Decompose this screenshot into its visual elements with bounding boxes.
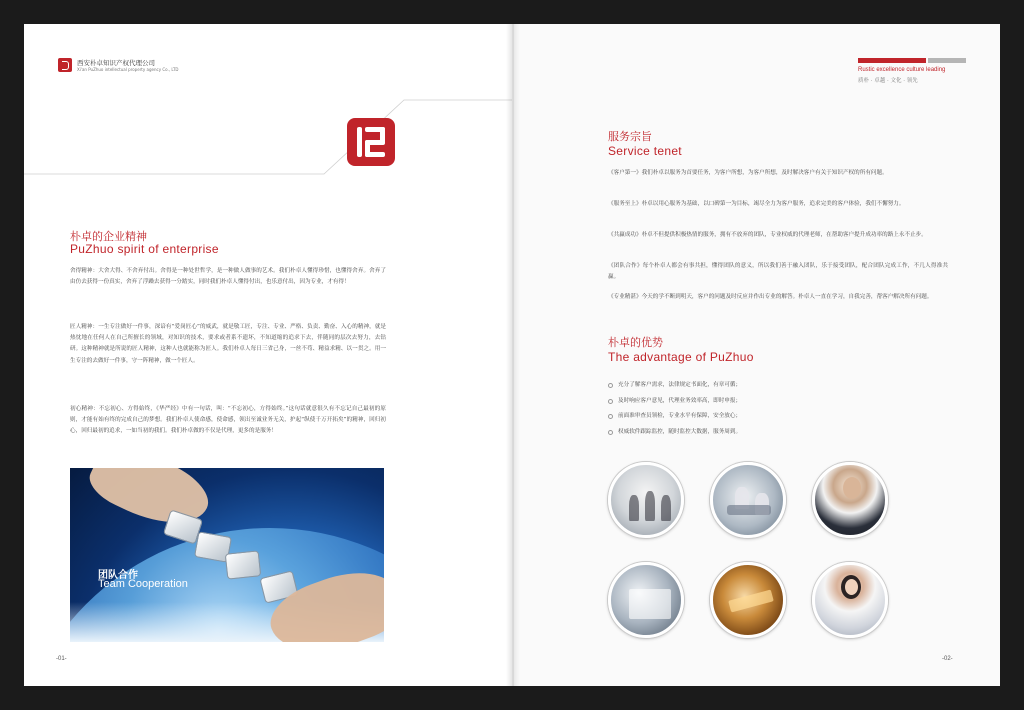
header-muted-bar — [928, 58, 966, 63]
circle-bullet-icon — [608, 414, 613, 419]
page-number-left: -01- — [56, 656, 67, 662]
puzhuo-large-logo-icon — [347, 118, 395, 166]
businessman-photo — [812, 462, 888, 538]
list-item: 权威软件跟踪监控，随时监控大数据，服务周到。 — [608, 425, 741, 441]
service-paragraph: 《专业精湛》今天的学不断到明天，客户的问题及时反应并作出专业的解答。朴卓人一直在学习，自我完善，帮客户解决所有问题。 — [608, 294, 933, 300]
advantage-title-en: The advantage of PuZhuo — [608, 350, 754, 364]
photo-caption-cn: 团队合作 — [98, 570, 138, 581]
list-item: 充分了解客户需求，法律规定书面化，有章可循； — [608, 378, 741, 394]
service-paragraph: 《客户第一》我们朴卓以服务为首要任务，为客户所想，为客户所想，及时解决客户有关于知识产权的所有问题。 — [608, 170, 888, 176]
list-item: 前面准审查员领检，专业水平有保障，安全放心； — [608, 409, 741, 425]
page-number-right: -02- — [942, 656, 953, 662]
book-spine-shadow — [506, 24, 520, 686]
team-cooperation-photo — [70, 468, 384, 642]
tagline-en: Rustic excellence culture leading — [858, 67, 946, 73]
circle-bullet-icon — [608, 399, 613, 404]
right-page — [512, 24, 1000, 686]
advantage-title-cn: 朴卓的优势 — [608, 336, 663, 349]
list-item: 及时响应客户意见，代理业务效率高，即时申报； — [608, 394, 741, 410]
header-accent-bar — [858, 58, 926, 63]
advantage-list — [608, 378, 741, 440]
circle-bullet-icon — [608, 383, 613, 388]
spirit-paragraph-2: 匠人精神：一生专注做好一件事，深谙有“爱岗匠心”的威武，就是敬工匠，专注、专业、严格、负责、勤奋、入心的精神，就是热忱地在任何人在自己所擅长的领域，对知识的技术，要求或者系不遗坏，不知道缩的追求下去，伴随同的层次去努力，去钻研。这种精神就是所说的匠人精神，这种人也就能称为匠人。我们朴卓人每日三省己身，一丝不苟、精益求精、以一贯之。用一生专注的去做好一件事，守一阵精神，做一个匠人。 — [70, 324, 386, 364]
tagline-cn: 质朴 · 卓越 · 文化 · 领先 — [858, 78, 918, 84]
company-brand — [58, 58, 179, 72]
meeting-photo — [608, 462, 684, 538]
spirit-title-cn: 朴卓的企业精神 — [70, 230, 147, 243]
customer-service-photo — [812, 562, 888, 638]
spirit-paragraph-3: 初心精神：不忘初心、方得始终，《华严经》中有一句话，叫：“不忘初心，方得始终。”这句话就意很久有不忘记自己最初的原则，才能有始有终的完成自己的梦想。我们朴卓人使命感，使命感，领出至诚业务无关，护起“纵使千万开拓矣”的精神，回归初心，回归最初的追求，一如当初的我们。我们朴卓做的不仅是代理，更多的是服务！ — [70, 406, 386, 435]
service-paragraph: 《服务至上》朴卓以用心服务为基础，以口碑第一为目标，竭尽全力为客户服务，追求完美的客户体验，我们不懈努力。 — [608, 201, 905, 207]
service-paragraph: 《共赢成功》朴卓不但提供积极热情的服务，拥有不放弃的团队，专业权威的代理老师，在帮助客户提升成功率的路上永不止步。 — [608, 232, 927, 238]
gold-bars-photo — [710, 562, 786, 638]
photo-caption-en: Team Cooperation — [98, 578, 188, 590]
service-paragraph: 《团队合作》每个朴卓人都会有事共担，懂得团队的意义，所以我们善于融入团队，乐于接受团队，配合团队完成工作，不几人得准共赢。 — [608, 263, 948, 281]
decorative-line — [24, 24, 512, 224]
service-title-en: Service tenet — [608, 144, 682, 158]
spirit-paragraph-1: 舍得精神：大舍大得、不舍弃付出。舍得是一种处世哲学，是一种做人做事的艺术。我们朴卓人懂得珍惜，也懂得舍弃。舍弃了由仿去获得一份真实，舍弃了浮躁去获得一分踏实，同时我们朴卓人懂得付出，也乐意付出，因为专业，才有得！ — [70, 268, 386, 286]
financial-chart-photo — [608, 562, 684, 638]
circle-bullet-icon — [608, 430, 613, 435]
spirit-title-en: PuZhuo spirit of enterprise — [70, 242, 219, 256]
puzzle-piece-icon — [225, 550, 262, 579]
left-page — [24, 24, 512, 686]
service-title-cn: 服务宗旨 — [608, 130, 652, 143]
figures-at-table-photo — [710, 462, 786, 538]
company-name-en: Xi'an PuZhuo intellectual property agency Co., LTD — [77, 66, 179, 72]
company-name-cn: 西安朴卓知识产权代理公司 — [77, 58, 155, 67]
puzhuo-logo-icon — [58, 58, 72, 72]
